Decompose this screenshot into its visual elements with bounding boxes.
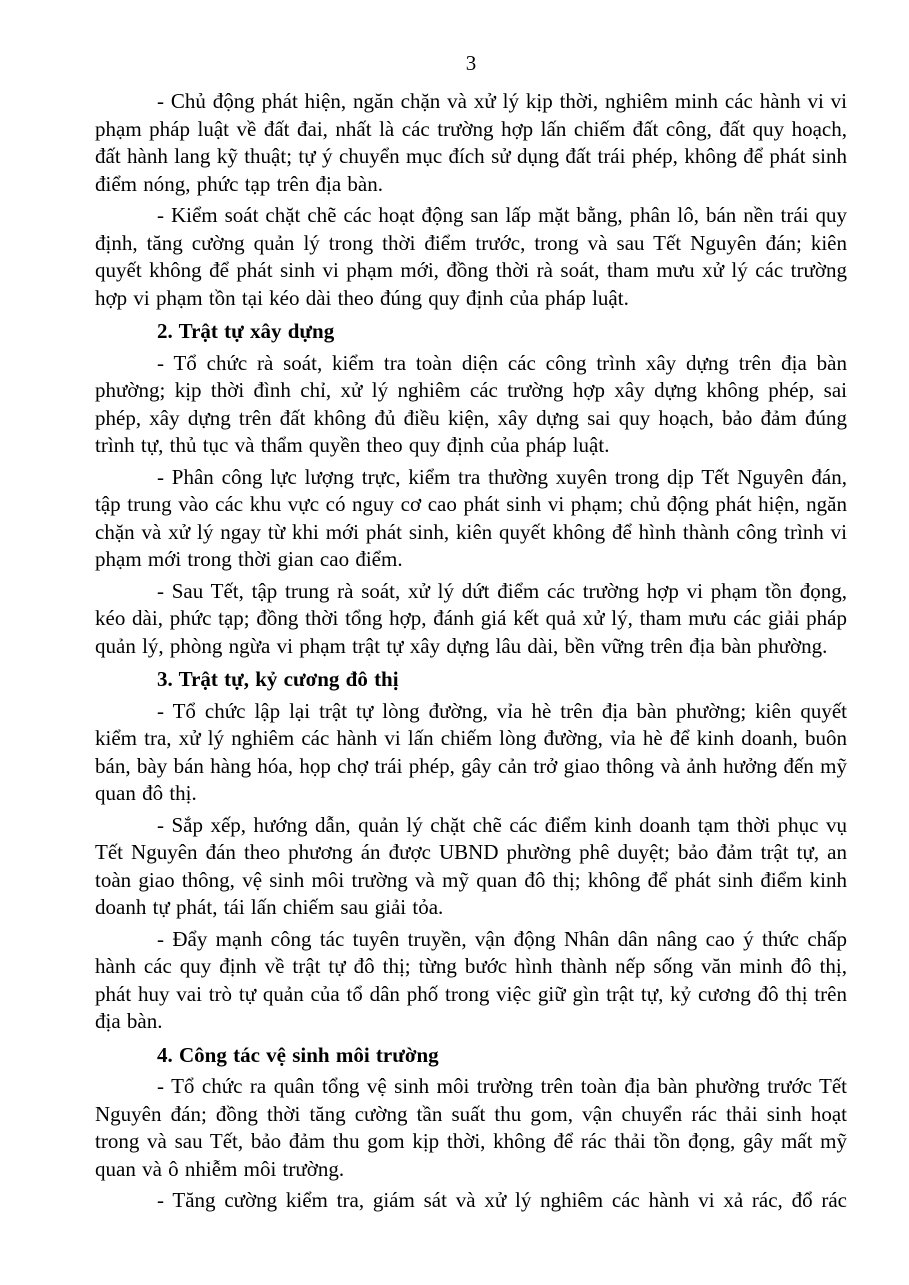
paragraph: - Tổ chức ra quân tổng vệ sinh môi trường trên toàn địa bàn phường trước Tết Nguyên đán; đồng thời tăng cường tần suất thu gom, vận chuyển rác thải sinh hoạt trong và sau Tết, bảo đảm thu gom kịp thời, không để rác thải tồn đọng, gây mất mỹ quan và ô nhiễm môi trường. bbox=[95, 1074, 847, 1181]
paragraph: - Tổ chức rà soát, kiểm tra toàn diện các công trình xây dựng trên địa bàn phường; kịp thời đình chỉ, xử lý nghiêm các trường hợp xây dựng không phép, sai phép, xây dựng trên đất không đủ điều kiện, xây dựng sai quy hoạch, bảo đảm đúng trình tự, thủ tục và thẩm quyền theo quy định của pháp luật. bbox=[95, 350, 847, 457]
paragraph: - Kiểm soát chặt chẽ các hoạt động san lấp mặt bằng, phân lô, bán nền trái quy định, tăng cường quản lý trong thời điểm trước, trong và sau Tết Nguyên đán; kiên quyết không để phát sinh vi phạm mới, đồng thời rà soát, tham mưu xử lý các trường hợp vi phạm tồn tại kéo dài theo đúng quy định của pháp luật. bbox=[95, 203, 847, 310]
paragraph: - Tổ chức lập lại trật tự lòng đường, vỉa hè trên địa bàn phường; kiên quyết kiểm tra, xử lý nghiêm các hành vi lấn chiếm lòng đường, vỉa hè để kinh doanh, buôn bán, bày bán hàng hóa, họp chợ trái phép, gây cản trở giao thông và ảnh hưởng đến mỹ quan đô thị. bbox=[95, 698, 847, 805]
paragraph: - Sắp xếp, hướng dẫn, quản lý chặt chẽ các điểm kinh doanh tạm thời phục vụ Tết Nguyên đán theo phương án được UBND phường phê duyệt; bảo đảm trật tự, an toàn giao thông, vệ sinh môi trường và mỹ quan đô thị; không để phát sinh điểm kinh doanh tự phát, tái lấn chiếm sau giải tỏa. bbox=[95, 812, 847, 919]
paragraph: - Phân công lực lượng trực, kiểm tra thường xuyên trong dịp Tết Nguyên đán, tập trung vào các khu vực có nguy cơ cao phát sinh vi phạm; chủ động phát hiện, ngăn chặn và xử lý ngay từ khi mới phát sinh, kiên quyết không để hình thành công trình vi phạm mới trong thời gian cao điểm. bbox=[95, 464, 847, 571]
section-heading: 2. Trật tự xây dựng bbox=[157, 319, 335, 343]
paragraph: - Sau Tết, tập trung rà soát, xử lý dứt điểm các trường hợp vi phạm tồn đọng, kéo dài, phức tạp; đồng thời tổng hợp, đánh giá kết quả xử lý, tham mưu các giải pháp quản lý, phòng ngừa vi phạm trật tự xây dựng lâu dài, bền vững trên địa bàn phường. bbox=[95, 578, 847, 658]
page-number: 3 bbox=[465, 51, 477, 75]
section-heading: 4. Công tác vệ sinh môi trường bbox=[157, 1042, 439, 1067]
paragraph: - Đẩy mạnh công tác tuyên truyền, vận động Nhân dân nâng cao ý thức chấp hành các quy định về trật tự đô thị; từng bước hình thành nếp sống văn minh đô thị, phát huy vai trò tự quản của tổ dân phố trong việc giữ gìn trật tự, kỷ cương đô thị trên địa bàn. bbox=[95, 926, 847, 1033]
paragraph: - Tăng cường kiểm tra, giám sát và xử lý nghiêm các hành vi xả rác, đổ rác bbox=[157, 1188, 847, 1212]
section-heading: 3. Trật tự, kỷ cương đô thị bbox=[157, 667, 399, 691]
paragraph: - Chủ động phát hiện, ngăn chặn và xử lý kịp thời, nghiêm minh các hành vi vi phạm pháp luật về đất đai, nhất là các trường hợp lấn chiếm đất công, đất quy hoạch, đất hành lang kỹ thuật; tự ý chuyển mục đích sử dụng đất trái phép, không để phát sinh điểm nóng, phức tạp trên địa bàn. bbox=[95, 89, 847, 196]
